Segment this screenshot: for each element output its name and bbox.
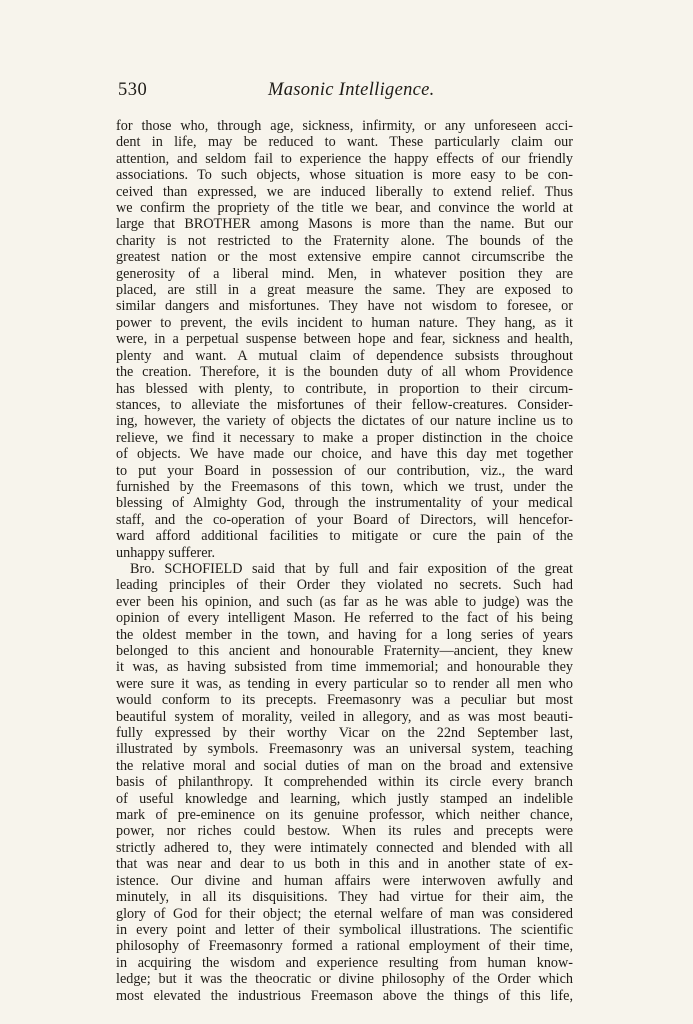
text-line: furnished by the Freemasons of this town, which we trust, under the [116,478,573,495]
text-line: plenty and want. A mutual claim of dependence subsists throughout [116,347,573,364]
text-line: attention, and seldom fail to experience the happy effects of our friendly [116,150,573,167]
body-text [116,118,573,1004]
text-line: ward afford additional facilities to mitigate or cure the pain of the [116,528,573,545]
text-line: were sure it was, as tending in every particular so to render all men who [116,675,573,692]
text-line: istence. Our divine and human affairs were interwoven awfully and [116,872,573,889]
text-line: associations. To such objects, whose situation is more easy to be con- [116,167,573,184]
text-line: beautiful system of morality, veiled in allegory, and as was most beauti- [116,708,573,725]
text-line: in every point and letter of their symbolical illustrations. The scientific [116,921,573,938]
text-line: basis of philanthropy. It comprehended within its circle every branch [116,774,573,791]
text-line: the oldest member in the town, and having for a long series of years [116,626,573,643]
text-line: ceived than expressed, we are induced liberally to extend relief. Thus [116,183,573,200]
text-line: opinion of every intelligent Mason. He referred to the fact of his being [116,610,573,627]
text-line: to put your Board in possession of our contribution, viz., the ward [116,462,573,479]
text-line: similar dangers and misfortunes. They have not wisdom to foresee, or [116,298,573,315]
text-line: leading principles of their Order they violated no secrets. Such had [116,577,573,594]
text-line: ever been his opinion, and such (as far as he was able to judge) was the [116,593,573,610]
text-line: glory of God for their object; the eternal welfare of man was considered [116,905,573,922]
text-line: has blessed with plenty, to contribute, in proportion to their circum- [116,380,573,397]
text-line: mark of pre-eminence on its genuine professor, which neither chance, [116,807,573,824]
text-line: relieve, we find it necessary to make a proper distinction in the choice [116,429,573,446]
text-line: ing, however, the variety of objects the dictates of our nature incline us to [116,413,573,430]
text-line: for those who, through age, sickness, infirmity, or any unforeseen acci- [116,118,573,134]
text-line: generosity of a liberal mind. Men, in whatever position they are [116,265,573,282]
text-line: in acquiring the wisdom and experience resulting from human know- [116,954,573,971]
text-line: would conform to its precepts. Freemasonry was a peculiar but most [116,692,573,709]
text-line: strictly adhered to, they were intimately connected and blended with all [116,839,573,856]
text-line: dent in life, may be reduced to want. These particularly claim our [116,134,573,151]
text-line: most elevated the industrious Freemason above the things of this life, [116,987,573,1004]
text-line: of objects. We have made our choice, and have this day met together [116,446,573,463]
text-line: minutely, in all its disquisitions. They had virtue for their aim, the [116,889,573,906]
text-line: illustrated by symbols. Freemasonry was an universal system, teaching [116,741,573,758]
text-line: staff, and the co-operation of your Board of Directors, will hencefor- [116,511,573,528]
text-line: greatest nation or the most extensive empire cannot circumscribe the [116,249,573,266]
text-line: belonged to this ancient and honourable Fraternity—ancient, they knew [116,643,573,659]
text-line: large that BROTHER among Masons is more than the name. But our [116,216,573,233]
text-line: the creation. Therefore, it is the bounden duty of all whom Providence [116,364,573,381]
text-line: of useful knowledge and learning, which justly stamped an indelible [116,790,573,807]
page-number: 530 [118,80,148,100]
text-line: philosophy of Freemasonry formed a rational employment of their time, [116,938,573,955]
text-line: that was near and dear to us both in this and in another state of ex- [116,856,573,873]
running-title: Masonic Intelligence. [268,80,435,100]
text-line: we confirm the propriety of the title we bear, and convince the world at [116,200,573,217]
text-line: Bro. SCHOFIELD said that by full and fair exposition of the great [130,560,573,577]
text-line: power, nor riches could bestow. When its rules and precepts were [116,823,573,840]
text-line: placed, are still in a great measure the same. They are exposed to [116,282,573,299]
text-line: charity is not restricted to the Fraternity alone. The bounds of the [116,232,573,249]
text-line: the relative moral and social duties of man on the broad and extensive [116,757,573,774]
text-line: fully expressed by their worthy Vicar on the 22nd September last, [116,725,573,742]
text-line: ledge; but it was the theocratic or divine philosophy of the Order which [116,971,573,988]
text-line: unhappy sufferer. [116,544,216,561]
text-line: were, in a perpetual suspense between hope and fear, sickness and health, [116,331,573,348]
text-line: power to prevent, the evils incident to human nature. They hang, as it [116,314,573,331]
text-line: blessing of Almighty God, through the instrumentality of your medical [116,495,573,512]
running-head [118,78,588,102]
text-line: stances, to alleviate the misfortunes of their fellow-creatures. Consider- [116,396,573,413]
text-line: it was, as having subsisted from time immemorial; and honourable they [116,659,573,676]
